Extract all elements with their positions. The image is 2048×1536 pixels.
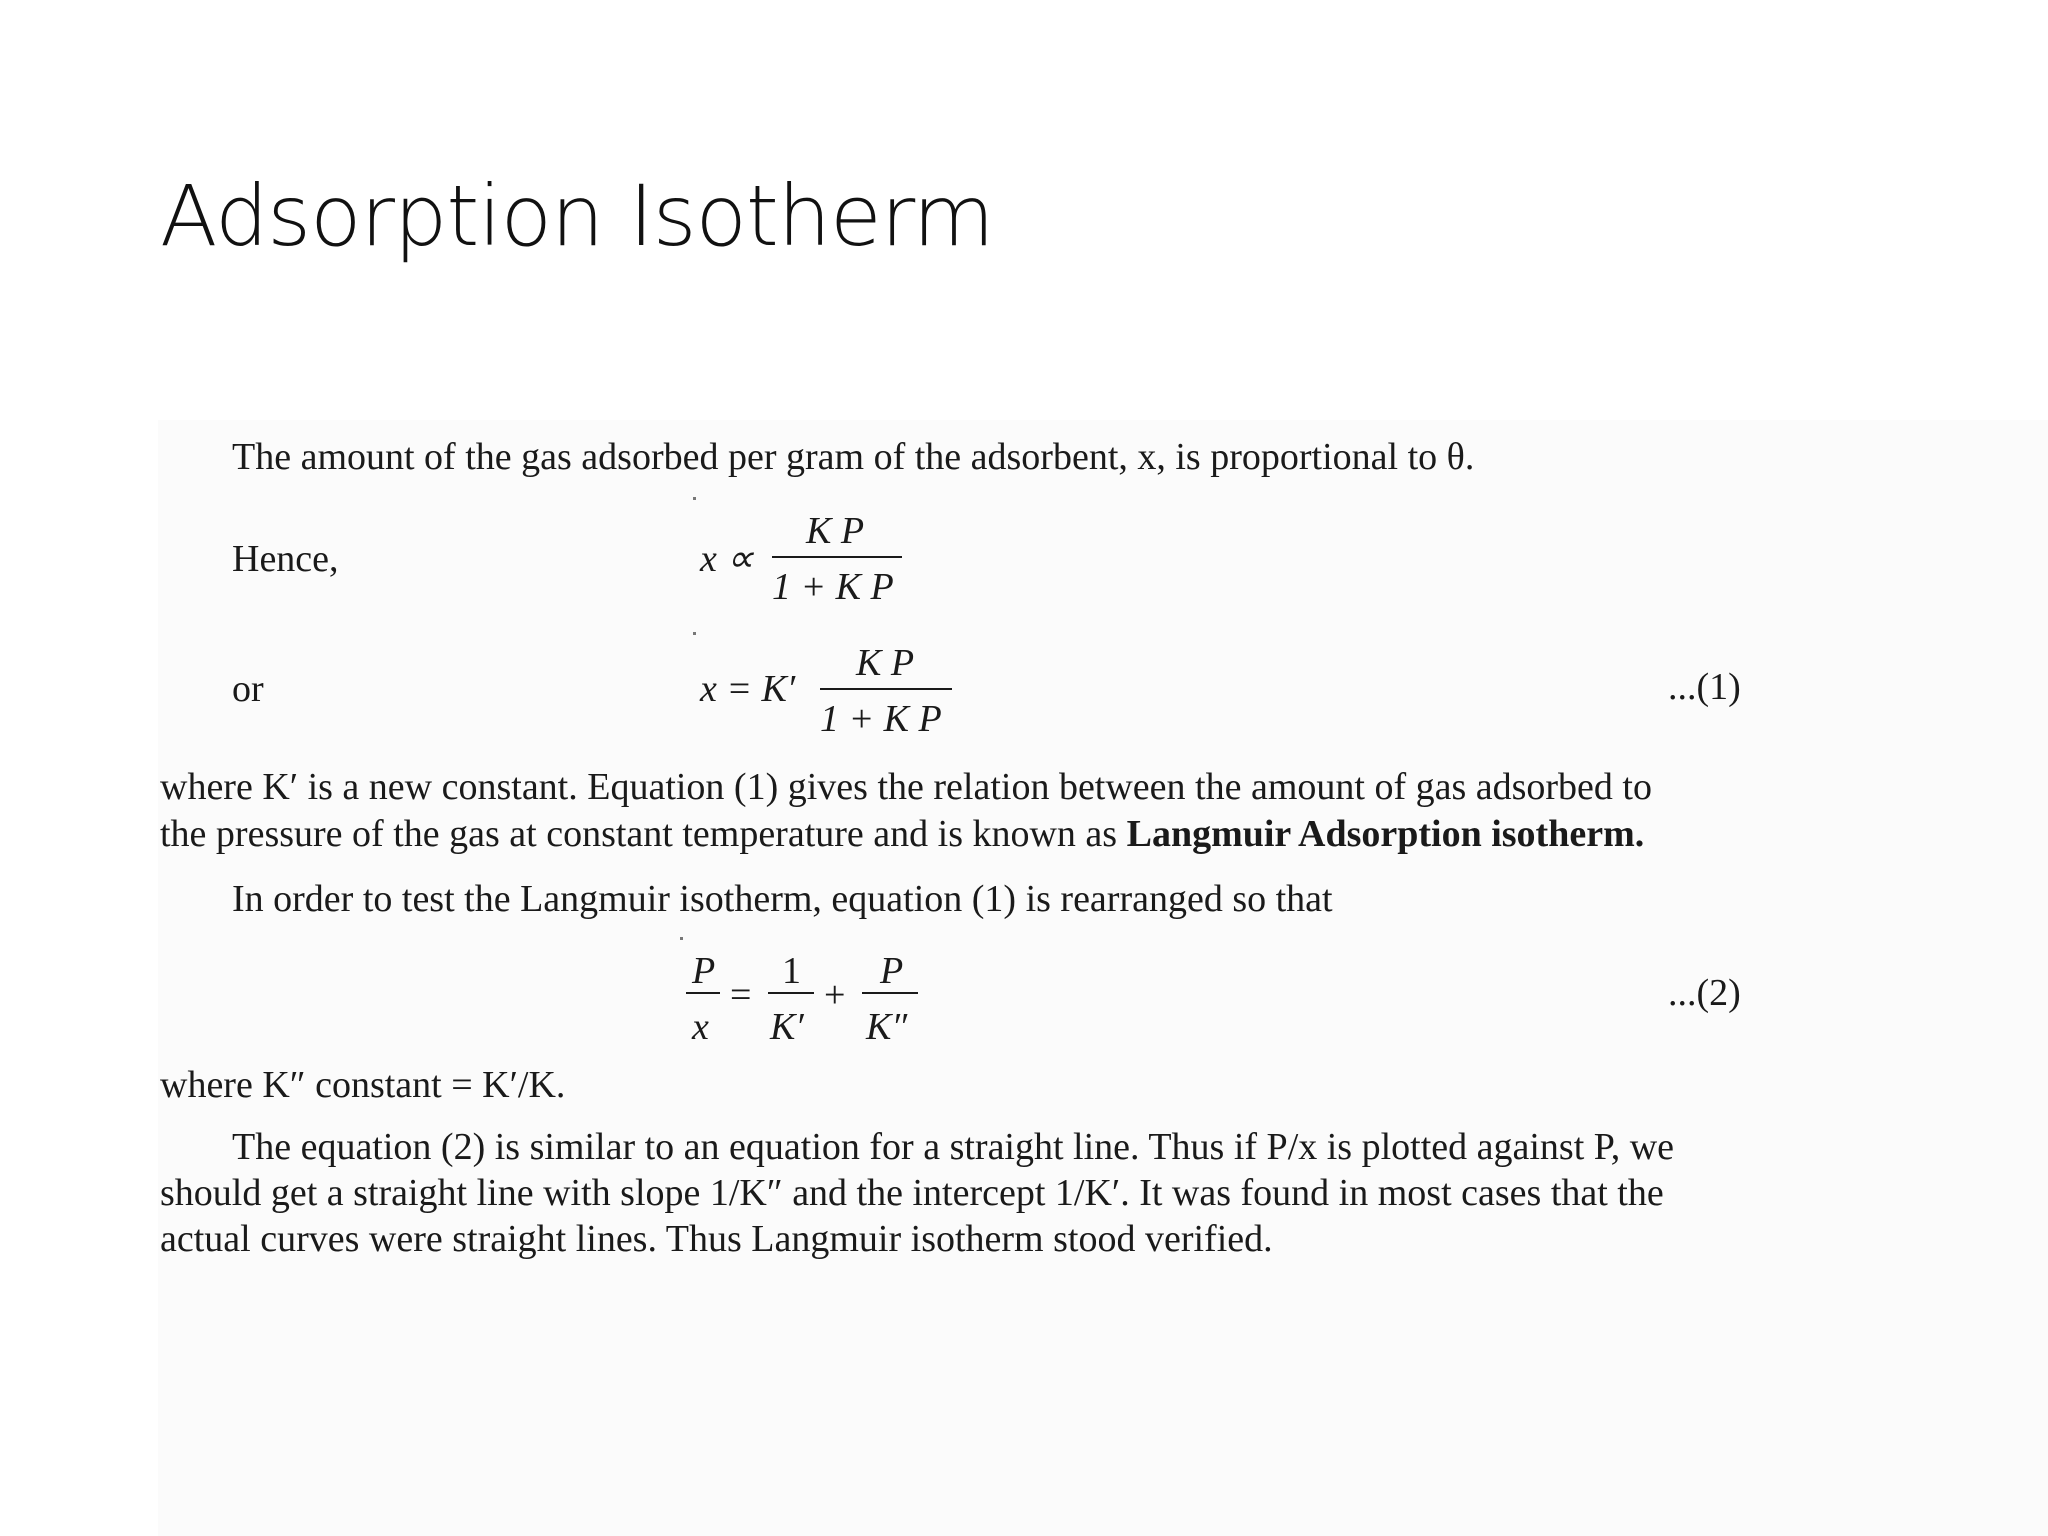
slide-title: Adsorption Isotherm [160, 167, 994, 265]
paragraph-straight-line-3: actual curves were straight lines. Thus Langmuir isotherm stood verified. [160, 1218, 1273, 1260]
paragraph-straight-line-1: The equation (2) is similar to an equation for a straight line. Thus if P/x is plotted against P, we [232, 1126, 1674, 1168]
scan-speck [680, 937, 683, 940]
eq-1-fraction-bar [820, 688, 952, 690]
eq-2-f3-denominator: K″ [866, 1006, 908, 1048]
eq-1-lhs: x = K′ [700, 668, 796, 710]
paragraph-straight-line-2: should get a straight line with slope 1/K″ and the intercept 1/K′. It was found in most cases that the [160, 1172, 1664, 1214]
paragraph-langmuir-plain: the pressure of the gas at constant temperature and is known as [160, 813, 1118, 855]
eq-2-f1-denominator: x [692, 1006, 709, 1048]
paragraph-proportional: The amount of the gas adsorbed per gram of the adsorbent, x, is proportional to θ. [232, 436, 1475, 478]
scanned-text-region [158, 420, 2048, 1536]
langmuir-isotherm-term: Langmuir Adsorption isotherm. [1126, 813, 1645, 855]
paragraph-k-double-prime: where K″ constant = K′/K. [160, 1064, 566, 1106]
eq-1-numerator: K P [856, 642, 915, 684]
eq-a-denominator: 1 + K P [772, 566, 894, 608]
eq-2-plus: + [824, 974, 846, 1016]
paragraph-langmuir-line1: where K′ is a new constant. Equation (1) gives the relation between the amount of gas adsorbed to [160, 766, 1652, 808]
paragraph-langmuir-line2 [160, 815, 1644, 853]
eq-2-f1-numerator: P [692, 950, 716, 992]
hence-label: Hence, [232, 538, 339, 580]
eq-2-f2-numerator: 1 [782, 950, 801, 992]
eq-2-f3-bar [862, 992, 918, 994]
paragraph-test: In order to test the Langmuir isotherm, equation (1) is rearranged so that [232, 878, 1333, 920]
eq-2-f2-denominator: K′ [770, 1006, 804, 1048]
eq-a-lhs: x ∝ [700, 538, 754, 580]
eq-1-denominator: 1 + K P [820, 698, 942, 740]
eq-a-fraction-bar [772, 556, 902, 558]
eq-2-f1-bar [686, 992, 720, 994]
eq-2-equals: = [730, 974, 752, 1016]
eq-2-f2-bar [768, 992, 814, 994]
scan-speck [693, 632, 696, 635]
eq-a-numerator: K P [806, 510, 865, 552]
eq-2-tag: ...(2) [1668, 972, 1741, 1014]
eq-1-tag: ...(1) [1668, 666, 1741, 708]
eq-2-f3-numerator: P [880, 950, 904, 992]
or-label: or [232, 668, 264, 710]
scan-speck [693, 497, 696, 500]
